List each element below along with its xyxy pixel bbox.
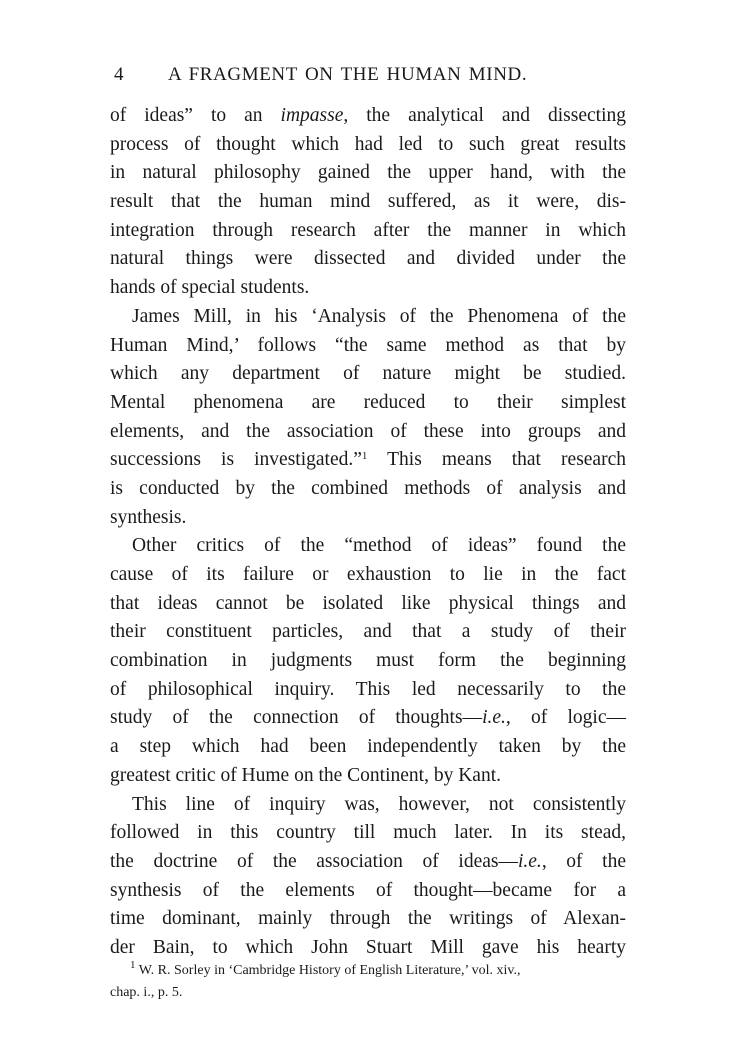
text-line: greatest critic of Hume on the Continent, by Kant. — [110, 764, 501, 786]
text-line: synthesis. — [110, 506, 187, 528]
text-line: cause of its failure or exhaustion to lie in the fact — [110, 564, 626, 585]
paragraph-4 — [110, 791, 626, 963]
text-line: their constituent particles, and that a study of their — [110, 621, 626, 643]
text-line: Mental phenomena are reduced to their simplest — [110, 391, 626, 413]
text-line: which any department of nature might be studied. — [110, 363, 626, 385]
paragraph-3 — [110, 532, 626, 790]
text-line: natural things were dissected and divided under the — [110, 248, 626, 270]
text-line: that ideas cannot be isolated like physical things and — [110, 592, 626, 614]
text-line: successions is investigated.”$^1$ This means that research — [110, 449, 626, 471]
text-line: result that the human mind suffered, as it were, dis- — [110, 191, 626, 213]
italic-term: i.e. — [482, 707, 506, 729]
running-head — [110, 58, 626, 92]
text-line: of ideas” to an impasse, the analytical and dissecting — [110, 105, 626, 126]
footnote-line: chap. i., p. 5. — [110, 985, 183, 1000]
text-line: a step which had been independently taken by the — [110, 736, 626, 758]
text-line: This line of inquiry was, however, not consistently — [132, 793, 626, 815]
text-line: of philosophical inquiry. This led necessarily to the — [110, 678, 626, 700]
italic-term: impasse — [280, 105, 344, 126]
text-line: Human Mind,’ follows “the same method as that by — [110, 334, 626, 356]
text-line: hands of special students. — [110, 277, 310, 299]
page-number: 4 — [114, 64, 125, 85]
italic-term: i.e. — [517, 850, 542, 872]
text-line: Other critics of the “method of ideas” found the — [132, 535, 626, 557]
text-line: integration through research after the manner in which — [110, 219, 626, 241]
book-page — [110, 58, 626, 963]
text-line: combination in judgments must form the beginning — [110, 650, 626, 672]
text-line: followed in this country till much later. In its stead, — [110, 822, 626, 844]
paragraph-1 — [110, 102, 626, 303]
text-line: study of the connection of thoughts—i.e., of logic— — [110, 707, 627, 729]
text-line: James Mill, in his ‘Analysis of the Phenomena of the — [132, 305, 626, 327]
text-line: synthesis of the elements of thought—became for a — [110, 879, 626, 901]
text-line: time dominant, mainly through the writings of Alexan- — [110, 908, 626, 930]
footnote-reference: 1 — [361, 450, 368, 463]
paragraph-2 — [110, 303, 626, 533]
running-title: A FRAGMENT ON THE HUMAN MIND. — [168, 64, 528, 85]
text-line: is conducted by the combined methods of analysis and — [110, 477, 626, 499]
footnote-area — [110, 960, 626, 1004]
text-line: der Bain, to which John Stuart Mill gave his hearty — [110, 936, 626, 958]
text-line: elements, and the association of these into groups and — [110, 420, 626, 442]
body-text — [110, 102, 626, 963]
text-line: process of thought which had led to such great results — [110, 133, 626, 155]
text-line: the doctrine of the association of ideas—i.e., of the — [110, 850, 626, 872]
footnote-line: $^1$ W. R. Sorley in ‘Cambridge History of English Literature,’ vol. xiv., — [130, 959, 521, 978]
text-line: in natural philosophy gained the upper hand, with the — [110, 162, 626, 184]
footnote-marker: 1 — [130, 959, 136, 971]
